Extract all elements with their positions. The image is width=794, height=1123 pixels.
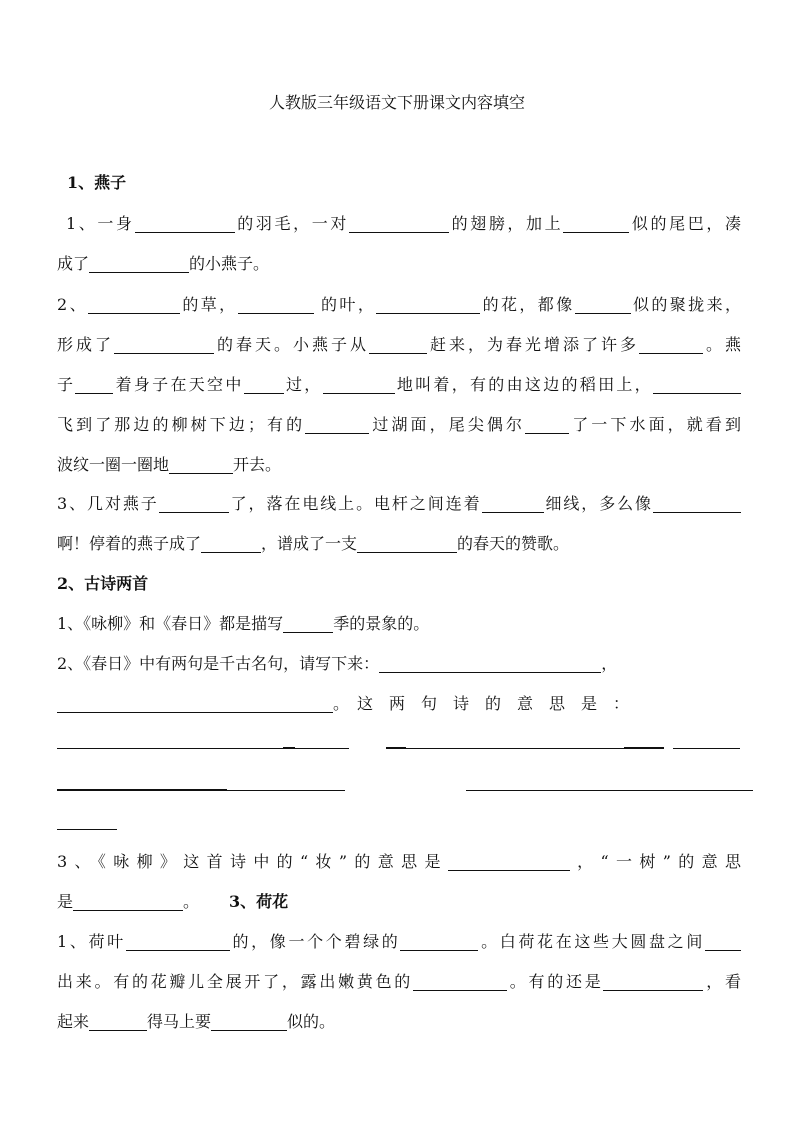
answer-line[interactable] (624, 747, 664, 749)
question-1-2-line-3: 子 着身子在天空中 过， 地叫着，有的由这边的稻田上， (57, 372, 741, 398)
answer-line[interactable] (283, 747, 295, 749)
answer-line[interactable] (406, 748, 624, 749)
blank[interactable] (88, 295, 180, 314)
answer-line[interactable] (57, 789, 227, 791)
section-heading-gushi: 2、古诗两首 (57, 574, 149, 593)
answer-line[interactable] (673, 748, 740, 749)
blank[interactable] (135, 214, 235, 233)
answer-line[interactable] (57, 829, 117, 830)
question-2-2-line-2: 。 这 两 句 诗 的 意 思 是 ： (57, 691, 741, 717)
question-1-1-line-1: 1、一身 的羽毛，一对 的翅膀，加上 似的尾巴，凑 (66, 214, 741, 233)
blank[interactable] (639, 335, 703, 354)
blank[interactable] (89, 254, 189, 273)
blank[interactable] (400, 932, 478, 951)
question-3-1-line-1: 1、荷叶 的，像一个个碧绿的 。白荷花在这些大圆盘之间 (57, 929, 741, 955)
question-2-3-line-2: 是 。 3、荷花 (57, 892, 289, 911)
question-3-1-line-2: 出来。有的花瓣儿全展开了，露出嫩黄色的 。有的还是 ，看 (57, 972, 741, 991)
blank[interactable] (126, 932, 230, 951)
blank[interactable] (369, 335, 427, 354)
question-2-1: 1、《咏柳》和《春日》都是描写 季的景象的。 (57, 614, 430, 633)
answer-line[interactable] (466, 790, 753, 791)
blank[interactable] (357, 534, 457, 553)
blank[interactable] (376, 295, 480, 314)
page-title: 人教版三年级语文下册课文内容填空 (268, 93, 525, 112)
blank[interactable] (482, 494, 544, 513)
blank[interactable] (653, 375, 741, 394)
blank[interactable] (159, 494, 229, 513)
question-3-1-line-3: 起来 得马上要 似的。 (57, 1012, 336, 1031)
question-1-1-line-2: 成了 的小燕子。 (57, 254, 270, 273)
blank[interactable] (653, 494, 741, 513)
blank[interactable] (211, 1012, 287, 1031)
blank[interactable] (603, 972, 703, 991)
section-heading-hehua: 3、荷花 (229, 892, 289, 911)
answer-line[interactable] (386, 747, 406, 749)
question-1-3-line-2: 啊！停着的燕子成了 ，谱成了一支 的春天的赞歌。 (57, 534, 570, 553)
blank[interactable] (89, 1012, 147, 1031)
blank[interactable] (448, 852, 570, 871)
blank[interactable] (283, 614, 333, 633)
blank[interactable] (413, 972, 507, 991)
answer-line[interactable] (295, 748, 349, 749)
blank[interactable] (575, 295, 631, 314)
blank[interactable] (525, 415, 569, 434)
blank[interactable] (705, 932, 741, 951)
question-1-2-line-1: 2、 的草， 的叶， 的花，都像 似的聚拢来， (57, 295, 741, 314)
question-1-3-line-1: 3、几对燕子 了，落在电线上。电杆之间连着 细线，多么像 (57, 491, 741, 517)
answer-line[interactable] (57, 748, 283, 749)
blank[interactable] (169, 455, 233, 474)
blank[interactable] (75, 375, 113, 394)
question-1-2-line-2: 形成了 的春天。小燕子从 赶来，为春光增添了许多 。燕 (57, 335, 741, 354)
question-2-2-line-1: 2、《春日》中有两句是千古名句，请写下来： ， (57, 654, 618, 673)
blank[interactable] (57, 694, 333, 713)
blank[interactable] (379, 654, 601, 673)
blank[interactable] (323, 375, 395, 394)
answer-line[interactable] (227, 790, 345, 791)
blank[interactable] (73, 892, 183, 911)
section-heading-yanzi: 1、燕子 (67, 173, 127, 192)
blank[interactable] (244, 375, 284, 394)
question-1-2-line-5: 波纹一圈一圈地 开去。 (57, 455, 282, 474)
blank[interactable] (349, 214, 449, 233)
blank[interactable] (305, 415, 369, 434)
question-1-2-line-4: 飞到了那边的柳树下边；有的 过湖面，尾尖偶尔 了一下水面，就看到 (57, 415, 741, 434)
blank[interactable] (201, 534, 261, 553)
blank[interactable] (238, 295, 314, 314)
blank[interactable] (563, 214, 629, 233)
question-2-3-line-1: 3、《咏柳》这首诗中的“妆”的意思是 ，“一树”的意思 (57, 852, 741, 871)
blank[interactable] (114, 335, 214, 354)
